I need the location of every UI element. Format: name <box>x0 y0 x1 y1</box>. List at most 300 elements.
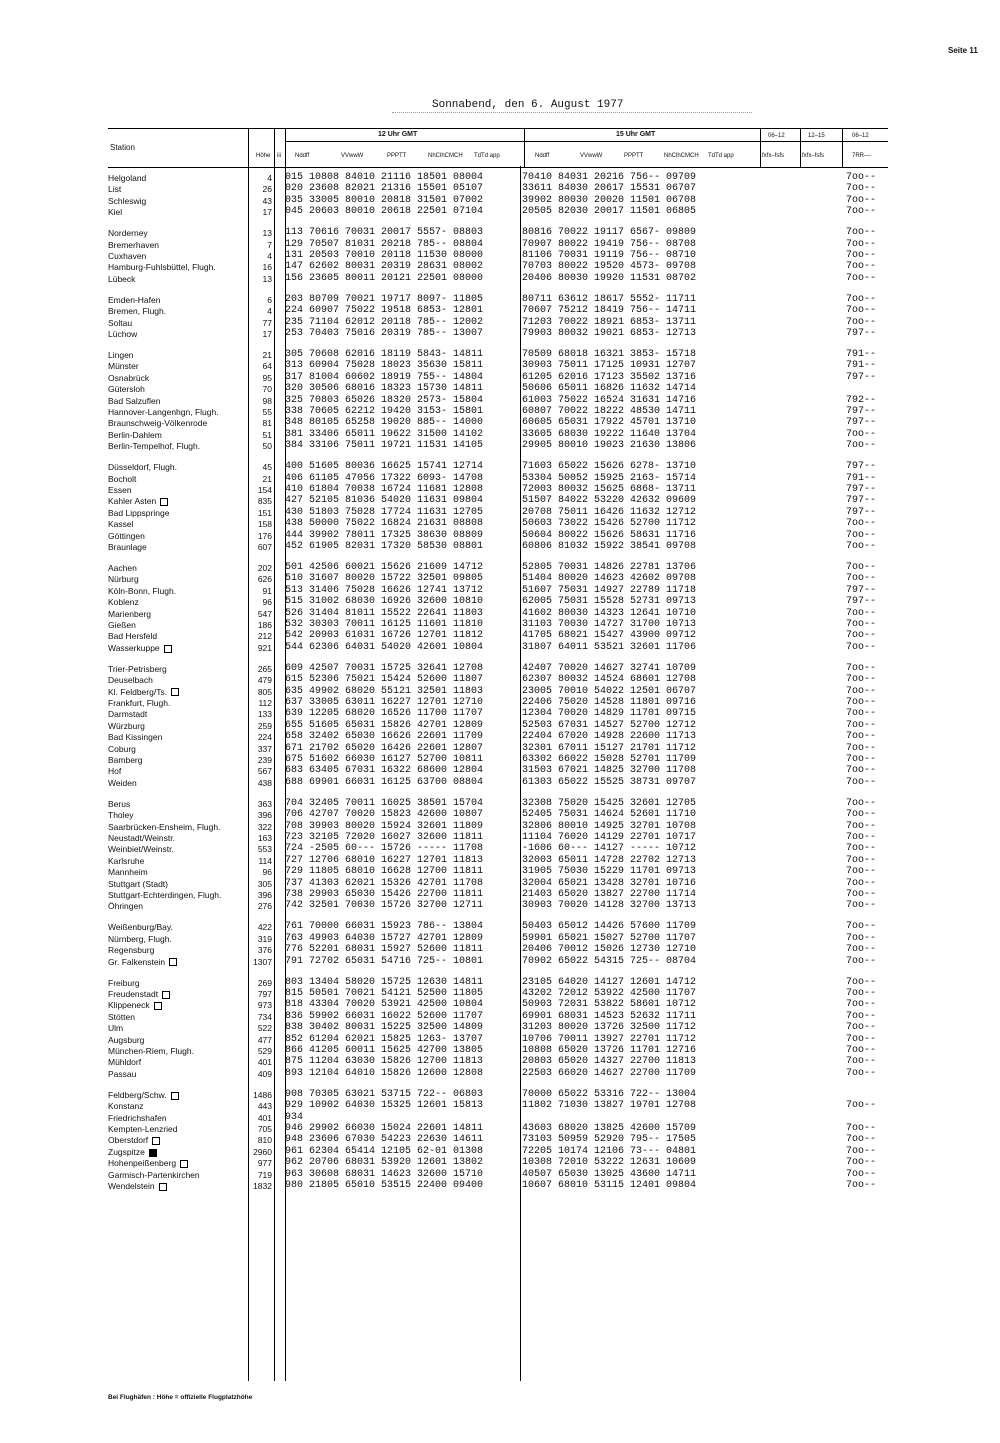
obs-15-gmt: 50606 65011 16826 11632 14714 <box>522 383 697 395</box>
precip-code: 797-- <box>846 371 877 383</box>
station-name: Lübeck <box>108 273 136 284</box>
station-height: 276 <box>257 901 272 912</box>
obs-15-gmt: 70410 84031 20216 756-- 09709 <box>522 172 697 183</box>
station-name: Neustadt/Weinstr. <box>108 833 175 843</box>
station-name: Essen <box>108 485 132 495</box>
station-height: 719 <box>257 1169 272 1180</box>
obs-12-gmt: 723 32105 72020 16027 32600 11811 <box>285 832 484 843</box>
obs-15-gmt: 60807 70022 18222 48530 14711 <box>522 406 697 417</box>
station-name: Oberstdorf <box>108 1134 248 1146</box>
station-name: Berus <box>108 798 131 809</box>
obs-15-gmt: 12304 70020 14829 11701 09715 <box>522 708 697 720</box>
station-name: Bremen, Flugh. <box>108 306 167 317</box>
obs-12-gmt: 015 10808 84010 21116 18501 08004 <box>285 172 484 183</box>
obs-12-gmt: 406 61105 47056 17322 6093- 14708 <box>285 472 484 484</box>
station-height: 265 <box>257 663 272 674</box>
station-height: 805 <box>257 686 272 697</box>
station-name: Ulm <box>108 1023 124 1034</box>
obs-15-gmt: 22404 67020 14928 22600 11713 <box>522 731 697 743</box>
precip-code: 7oo-- <box>846 1010 877 1022</box>
station-name: Osnabrück <box>108 372 150 383</box>
obs-12-gmt: 635 49902 68020 55121 32501 11803 <box>285 685 484 697</box>
station-name: Göttingen <box>108 530 145 541</box>
obs-15-gmt: 31203 80020 13726 32500 11712 <box>522 1022 697 1034</box>
header-15-gmt: 15 Uhr GMT <box>616 131 656 138</box>
obs-12-gmt: 688 69901 66031 16125 63700 08804 <box>285 776 484 788</box>
obs-15-gmt: 70703 80022 19520 4573- 09708 <box>522 261 697 273</box>
station-height: 77 <box>262 317 272 328</box>
obs-12-gmt: 704 32405 70011 16025 38501 15704 <box>285 797 484 809</box>
precip-code: 797-- <box>846 461 877 473</box>
station-height: 176 <box>257 530 272 541</box>
obs-15-gmt: 70000 65022 53316 722-- 13004 <box>522 1088 697 1100</box>
obs-12-gmt: 235 71104 62012 20118 785-- 12002 <box>285 316 484 328</box>
station-name: Öhringen <box>108 901 143 912</box>
station-name: Koblenz <box>108 597 139 608</box>
station-height: 422 <box>257 922 272 933</box>
precip-code: 7oo-- <box>846 955 877 967</box>
station-name: Lingen <box>108 350 134 360</box>
header-col-clouds: NhClhCMCH <box>428 153 463 159</box>
obs-15-gmt: 10706 70011 13927 22701 11712 <box>522 1033 697 1045</box>
station-name: Frankfurt, Flugh. <box>108 698 171 708</box>
obs-15-gmt: 50604 80022 15626 58631 11716 <box>522 529 697 541</box>
station-height: 7 <box>267 239 272 250</box>
precip-code: 7oo-- <box>846 1067 877 1079</box>
station-name: Lüchow <box>108 329 138 339</box>
obs-15-gmt: 32003 65011 14728 22702 12713 <box>522 854 697 866</box>
obs-15-gmt: 52503 67031 14527 52700 12712 <box>522 719 697 731</box>
station-height: 259 <box>257 720 272 731</box>
station-height: 810 <box>257 1135 272 1146</box>
obs-12-gmt: 513 31406 75028 16626 12741 13712 <box>285 584 484 596</box>
station-height: 363 <box>257 798 272 809</box>
obs-15-gmt: 20406 70012 15026 12730 12710 <box>522 944 697 956</box>
precip-code: 7oo-- <box>846 541 877 552</box>
obs-15-gmt: 80816 70022 19117 6567- 09809 <box>522 227 697 239</box>
obs-12-gmt: 737 41303 62021 15326 42701 11708 <box>285 877 484 889</box>
precip-code: 7oo-- <box>846 1033 877 1045</box>
footnote: Bei Flughäfen : Höhe = offizielle Flugplatzhöhe <box>108 1394 253 1401</box>
obs-12-gmt: 045 20603 80010 20618 22501 07104 <box>285 206 484 218</box>
obs-12-gmt: 147 62602 80031 20319 28631 08002 <box>285 261 484 273</box>
station-name: Mühldorf <box>108 1057 142 1068</box>
precip-code: 7oo-- <box>846 1134 877 1146</box>
station-name: Bamberg <box>108 755 143 765</box>
obs-15-gmt: 50403 65012 14426 57600 11709 <box>522 921 697 933</box>
obs-12-gmt: 253 70403 75016 20319 785-- 13007 <box>285 328 484 339</box>
station-height: 479 <box>257 675 272 686</box>
station-name: Mannheim <box>108 867 148 878</box>
obs-12-gmt: 381 33406 65011 19622 31500 14102 <box>285 428 484 440</box>
obs-12-gmt: 763 49903 64030 15727 42701 12809 <box>285 932 484 944</box>
station-name: Bad Lippspringe <box>108 507 170 518</box>
obs-15-gmt: 51404 80020 14623 42602 09708 <box>522 573 697 585</box>
obs-15-gmt: 62005 75031 15528 52731 09713 <box>522 596 697 608</box>
station-name: Kassel <box>108 519 134 530</box>
obs-12-gmt: 131 20503 70010 20118 11530 08000 <box>285 250 484 261</box>
obs-12-gmt: 348 80105 65258 19020 885-- 14000 <box>285 417 484 429</box>
station-height: 977 <box>257 1158 272 1169</box>
station-name: Stuttgart (Stadt) <box>108 878 168 889</box>
obs-15-gmt: 43202 72012 53922 42500 11707 <box>522 988 697 999</box>
obs-12-gmt: 908 70305 63021 53715 722-- 06803 <box>285 1088 484 1100</box>
station-name: Stötten <box>108 1011 135 1022</box>
precip-code: 7oo-- <box>846 999 877 1011</box>
obs-15-gmt: 41705 68021 15427 43900 09712 <box>522 630 697 642</box>
obs-12-gmt: 317 81004 60602 18919 755-- 14804 <box>285 371 484 383</box>
precip-code: 797-- <box>846 328 877 339</box>
station-name: Gütersloh <box>108 384 145 395</box>
obs-15-gmt: 72003 80032 15625 6868- 13711 <box>522 484 697 495</box>
station-height: 4 <box>267 173 272 183</box>
precip-code: 797-- <box>846 596 877 608</box>
station-name: Hamburg-Fuhlsbüttel, Flugh. <box>108 262 216 273</box>
obs-15-gmt: 32308 75020 15425 32601 12705 <box>522 797 697 809</box>
station-name: Norderney <box>108 228 148 239</box>
obs-12-gmt: 727 12706 68010 16227 12701 11813 <box>285 854 484 866</box>
obs-15-gmt: 20406 80030 19920 11531 08702 <box>522 272 697 284</box>
precip-code: 7oo-- <box>846 428 877 440</box>
precip-code: 7oo-- <box>846 820 877 832</box>
station-name: Braunschweig-Völkenrode <box>108 418 208 429</box>
station-height: 409 <box>257 1068 272 1079</box>
station-height: 239 <box>257 755 272 765</box>
empty-square-icon <box>162 991 170 999</box>
obs-15-gmt: 70509 68018 16321 3853- 15718 <box>522 349 697 360</box>
station-height: 21 <box>262 473 272 484</box>
precip-code: 7oo-- <box>846 1180 877 1191</box>
obs-15-gmt: 80711 63612 18617 5552- 11711 <box>522 293 697 305</box>
station-name: Freudenstadt <box>108 988 248 1000</box>
obs-12-gmt: 738 29903 65030 15426 22700 11811 <box>285 889 484 900</box>
station-height: 607 <box>257 542 272 552</box>
station-name: Marienberg <box>108 608 151 619</box>
obs-12-gmt: 742 32501 70030 15726 32700 12711 <box>285 900 484 912</box>
station-name: Kempten-Lenzried <box>108 1124 178 1134</box>
precip-code: 7oo-- <box>846 630 877 642</box>
empty-square-icon <box>180 1160 188 1168</box>
station-name: Bocholt <box>108 473 137 484</box>
obs-15-gmt: 62307 80032 14524 68601 12708 <box>522 674 697 686</box>
precip-code: 7oo-- <box>846 719 877 731</box>
station-name: Weißenburg/Bay. <box>108 922 173 933</box>
station-height: 17 <box>262 207 272 218</box>
obs-12-gmt: 852 61204 62021 15825 1263- 13707 <box>285 1033 484 1045</box>
station-name: Bad Kissingen <box>108 732 163 743</box>
station-height: 529 <box>257 1046 272 1056</box>
station-name: Kiel <box>108 207 123 218</box>
report-date: Sonnabend, den 6. August 1977 <box>432 99 624 111</box>
obs-12-gmt: 400 51605 80036 16625 15741 12714 <box>285 461 484 473</box>
station-height: 626 <box>257 574 272 585</box>
station-name: Cuxhaven <box>108 251 147 261</box>
precip-code: 7oo-- <box>846 976 877 988</box>
obs-15-gmt: 41602 80030 14323 12641 10710 <box>522 607 697 619</box>
page-number: Seite 11 <box>948 46 978 55</box>
obs-15-gmt: 32004 65021 13428 32701 10716 <box>522 877 697 889</box>
obs-15-gmt: 73103 50959 52920 795-- 17505 <box>522 1134 697 1146</box>
precip-code: 7oo-- <box>846 731 877 743</box>
obs-12-gmt: 203 80709 70021 19717 8097- 11805 <box>285 293 484 305</box>
station-height: 1486 <box>253 1089 272 1100</box>
precip-code: 7oo-- <box>846 440 877 452</box>
station-name: Augsburg <box>108 1034 145 1045</box>
obs-12-gmt: 683 63405 67031 16322 68600 12804 <box>285 765 484 777</box>
obs-12-gmt: 948 23606 67030 54223 22630 14611 <box>285 1134 484 1146</box>
precip-code: 7oo-- <box>846 206 877 218</box>
precip-code: 791-- <box>846 360 877 372</box>
obs-15-gmt: 32301 67011 15127 21701 11712 <box>522 742 697 754</box>
station-name: Hannover-Langenhgn, Flugh. <box>108 407 219 417</box>
header-gust-1: fxfx–fsfs <box>762 153 785 159</box>
precip-code: 7oo-- <box>846 607 877 619</box>
station-name: Aachen <box>108 563 137 573</box>
obs-15-gmt: 33605 68030 19222 11640 13704 <box>522 428 697 440</box>
station-name: Gießen <box>108 620 136 630</box>
station-height: 95 <box>262 372 272 383</box>
station-height: 4 <box>267 251 272 261</box>
obs-12-gmt: 532 30303 70011 16125 11601 11810 <box>285 619 484 630</box>
precip-code: 7oo-- <box>846 238 877 250</box>
obs-12-gmt: 946 29902 66030 15024 22601 14811 <box>285 1123 484 1134</box>
precip-code: 7oo-- <box>846 183 877 195</box>
station-height: 337 <box>257 743 272 754</box>
station-height: 202 <box>257 563 272 573</box>
station-name: Hohenpeißenberg <box>108 1157 248 1169</box>
obs-12-gmt: 325 70803 65026 18320 2573- 15804 <box>285 394 484 406</box>
obs-15-gmt: 20505 82030 20017 11501 06805 <box>522 206 697 218</box>
precip-code: 7oo-- <box>846 854 877 866</box>
obs-15-gmt: 79903 80032 19021 6853- 12713 <box>522 328 697 339</box>
obs-15-gmt: 50903 72031 53822 58601 10712 <box>522 999 697 1011</box>
obs-15-gmt: 50603 73022 15426 52700 11712 <box>522 518 697 530</box>
obs-12-gmt: 658 32402 65030 16626 22601 11709 <box>285 731 484 743</box>
precip-code: 7oo-- <box>846 1168 877 1180</box>
precip-code: 7oo-- <box>846 765 877 777</box>
obs-12-gmt: 815 50501 70021 54121 52500 11805 <box>285 988 484 999</box>
obs-15-gmt: 42407 70020 14627 32741 10709 <box>522 662 697 674</box>
station-height: 96 <box>262 867 272 878</box>
precip-code: 7oo-- <box>846 305 877 317</box>
station-name: Tholey <box>108 810 134 821</box>
obs-12-gmt: 671 21702 65020 16426 22601 12807 <box>285 742 484 754</box>
obs-15-gmt: 30903 70020 14128 32700 13713 <box>522 900 697 912</box>
precip-code: 7oo-- <box>846 272 877 284</box>
station-height: 70 <box>262 384 272 395</box>
obs-12-gmt: 615 52306 75021 15424 52600 11807 <box>285 674 484 686</box>
precip-code: 797-- <box>846 495 877 507</box>
station-height: 212 <box>257 631 272 642</box>
precip-code: 7oo-- <box>846 866 877 878</box>
obs-15-gmt: 23105 64020 14127 12601 14712 <box>522 976 697 988</box>
station-height: 443 <box>257 1101 272 1112</box>
header-iii: iii <box>277 153 281 159</box>
obs-12-gmt: 706 42707 70020 15823 42600 10807 <box>285 809 484 821</box>
empty-square-icon <box>171 688 179 696</box>
station-height: 224 <box>257 732 272 743</box>
obs-15-gmt: 10808 65020 13726 11701 12716 <box>522 1045 697 1056</box>
station-height: 16 <box>262 262 272 273</box>
precip-code: 7oo-- <box>846 944 877 956</box>
obs-15-gmt: 22406 75020 14528 11801 09716 <box>522 697 697 708</box>
empty-square-icon <box>154 1002 162 1010</box>
station-height: 401 <box>257 1112 272 1123</box>
empty-square-icon <box>159 1183 167 1191</box>
obs-15-gmt: 31503 67021 14825 32700 11708 <box>522 765 697 777</box>
precip-code: 7oo-- <box>846 754 877 765</box>
obs-12-gmt: 035 33005 80010 20818 31501 07002 <box>285 194 484 206</box>
station-name: Friedrichshafen <box>108 1112 167 1123</box>
station-name: Schleswig <box>108 195 147 206</box>
obs-15-gmt: 72205 10174 12106 73--- 04801 <box>522 1145 697 1157</box>
table-header <box>108 128 888 168</box>
date-underline <box>392 112 752 113</box>
precip-code: 7oo-- <box>846 1123 877 1134</box>
precip-code: 7oo-- <box>846 562 877 573</box>
empty-square-icon <box>164 645 172 653</box>
obs-12-gmt: 729 11805 68010 16628 12700 11811 <box>285 866 484 878</box>
station-name: Klippeneck <box>108 999 248 1011</box>
precip-code: 7oo-- <box>846 194 877 206</box>
station-name: Kl. Feldberg/Ts. <box>108 686 248 698</box>
precip-code: 7oo-- <box>846 685 877 697</box>
header-col15-dew: TdTd app <box>708 153 734 159</box>
obs-15-gmt: 61003 75022 16524 31631 14716 <box>522 394 697 406</box>
precip-code: 7oo-- <box>846 293 877 305</box>
obs-15-gmt: 21403 65020 13827 22700 11714 <box>522 889 697 900</box>
obs-15-gmt: 70607 75212 18419 756-- 14711 <box>522 305 697 317</box>
obs-15-gmt: 70907 80022 19419 756-- 08708 <box>522 238 697 250</box>
obs-15-gmt: 63302 66022 15028 52701 11709 <box>522 754 697 765</box>
obs-12-gmt: 963 30608 68031 14623 32600 15710 <box>285 1168 484 1180</box>
station-height: 376 <box>257 945 272 956</box>
obs-15-gmt: 11104 76020 14129 22701 10717 <box>522 832 697 843</box>
precip-code: 792-- <box>846 394 877 406</box>
obs-12-gmt: 791 72702 65031 54716 725-- 10801 <box>285 955 484 967</box>
precip-code: 7oo-- <box>846 674 877 686</box>
obs-12-gmt: 305 70608 62016 18119 5843- 14811 <box>285 349 484 360</box>
obs-15-gmt: 51507 84022 53220 42632 09609 <box>522 495 697 507</box>
obs-12-gmt: 639 12205 68020 16526 11700 11707 <box>285 708 484 720</box>
station-name: Emden-Hafen <box>108 294 161 305</box>
obs-15-gmt: 32806 80010 14925 32701 10708 <box>522 820 697 832</box>
obs-15-gmt: 31807 64011 53521 32601 11706 <box>522 641 697 653</box>
obs-12-gmt: 542 20903 61031 16726 12701 11812 <box>285 630 484 642</box>
station-height: 51 <box>262 429 272 440</box>
obs-12-gmt: 501 42506 60021 15626 21609 14712 <box>285 562 484 573</box>
obs-12-gmt: 156 23605 80011 20121 22501 08000 <box>285 272 484 284</box>
obs-12-gmt: 444 39902 78011 17325 38630 08809 <box>285 529 484 541</box>
obs-12-gmt: 410 61804 70038 16724 11681 12808 <box>285 484 484 495</box>
station-height: 6 <box>267 294 272 305</box>
station-name: Kahler Asten <box>108 495 248 507</box>
header-range-0612b: 06–12 <box>852 133 869 139</box>
station-height: 705 <box>257 1124 272 1134</box>
empty-square-icon <box>171 1092 179 1100</box>
obs-15-gmt: 10308 72010 53222 12631 10609 <box>522 1157 697 1169</box>
station-name: Deuselbach <box>108 675 153 686</box>
obs-12-gmt: 838 30402 80031 15225 32500 14809 <box>285 1022 484 1034</box>
empty-square-icon <box>152 1137 160 1145</box>
station-name: Stuttgart-Echterdingen, Flugh. <box>108 890 222 900</box>
station-name: Feldberg/Schw. <box>108 1089 248 1101</box>
station-height: 98 <box>262 395 272 406</box>
station-height: 4 <box>267 306 272 317</box>
obs-15-gmt: 71203 70022 18921 6853- 13711 <box>522 316 697 328</box>
obs-12-gmt: 980 21805 65010 53515 22400 09400 <box>285 1180 484 1191</box>
obs-15-gmt: 23005 70010 54022 12501 06707 <box>522 685 697 697</box>
station-name: Nürburg <box>108 574 139 585</box>
station-name: Nürnberg, Flugh. <box>108 933 172 944</box>
station-name: Weinbiet/Weinstr. <box>108 844 174 855</box>
station-height: 154 <box>257 485 272 495</box>
obs-12-gmt: 515 31002 68030 16926 32600 10810 <box>285 596 484 608</box>
empty-square-icon <box>160 498 168 506</box>
obs-12-gmt: 637 33005 63011 16227 12701 12710 <box>285 697 484 708</box>
obs-15-gmt: 52805 70031 14826 22781 13706 <box>522 562 697 573</box>
station-height: 91 <box>262 585 272 596</box>
station-name: List <box>108 184 122 195</box>
obs-12-gmt: 724 -2505 60--- 15726 ----- 11708 <box>285 843 484 855</box>
obs-15-gmt: 52405 75031 14624 52601 11710 <box>522 809 697 821</box>
station-name: Soltau <box>108 317 133 328</box>
obs-12-gmt: 510 31607 80020 15722 32501 09805 <box>285 573 484 585</box>
obs-12-gmt: 609 42507 70031 15725 32641 12708 <box>285 662 484 674</box>
precip-code: 7oo-- <box>846 843 877 855</box>
obs-15-gmt: 39902 80030 20020 11501 06708 <box>522 194 697 206</box>
header-col-vvwww: VVwwW <box>341 153 364 159</box>
station-height: 567 <box>257 766 272 777</box>
obs-15-gmt: 81106 70031 19119 756-- 08710 <box>522 250 697 261</box>
header-gust-2: fxfx–fsfs <box>802 153 825 159</box>
precip-code: 797-- <box>846 406 877 417</box>
precip-code: 7oo-- <box>846 316 877 328</box>
obs-15-gmt: 20803 65020 14327 22700 11813 <box>522 1056 697 1068</box>
precip-code: 7oo-- <box>846 529 877 541</box>
obs-15-gmt: 69901 68031 14523 52632 11711 <box>522 1010 697 1022</box>
station-height: 81 <box>262 418 272 429</box>
obs-12-gmt: 803 13404 58020 15725 12630 14811 <box>285 976 484 988</box>
obs-15-gmt: 53304 50052 15925 2163- 15714 <box>522 472 697 484</box>
obs-12-gmt: 224 60907 75022 19518 6853- 12801 <box>285 305 484 317</box>
header-col15-nddff: Nddff <box>535 153 550 159</box>
station-height: 553 <box>257 844 272 855</box>
precip-code: 7oo-- <box>846 250 877 261</box>
precip-code: 7oo-- <box>846 1056 877 1068</box>
station-height: 21 <box>262 350 272 360</box>
obs-12-gmt: 836 59902 66031 16022 52600 11707 <box>285 1010 484 1022</box>
station-name: Regensburg <box>108 945 155 956</box>
station-height: 477 <box>257 1034 272 1045</box>
obs-15-gmt: 40507 65030 13025 43600 14711 <box>522 1168 697 1180</box>
station-name: Berlin-Dahlem <box>108 429 162 440</box>
station-name: Weiden <box>108 777 137 788</box>
precip-code: 7oo-- <box>846 1045 877 1056</box>
precip-code: 7oo-- <box>846 988 877 999</box>
obs-12-gmt: 893 12104 64010 15826 12600 12808 <box>285 1067 484 1079</box>
obs-12-gmt: 452 61905 82031 17320 58530 08801 <box>285 541 484 552</box>
station-height: 55 <box>262 407 272 417</box>
precip-code: 7oo-- <box>846 877 877 889</box>
station-name: Bremerhaven <box>108 239 160 250</box>
obs-15-gmt: 51607 75031 14927 22789 11718 <box>522 584 697 596</box>
precip-code: 7oo-- <box>846 662 877 674</box>
precip-code: 797-- <box>846 484 877 495</box>
obs-15-gmt: 61205 62016 17123 35502 13716 <box>522 371 697 383</box>
height-column-rule <box>248 166 249 1381</box>
obs-12-gmt: 338 70605 62212 19420 3153- 15801 <box>285 406 484 417</box>
